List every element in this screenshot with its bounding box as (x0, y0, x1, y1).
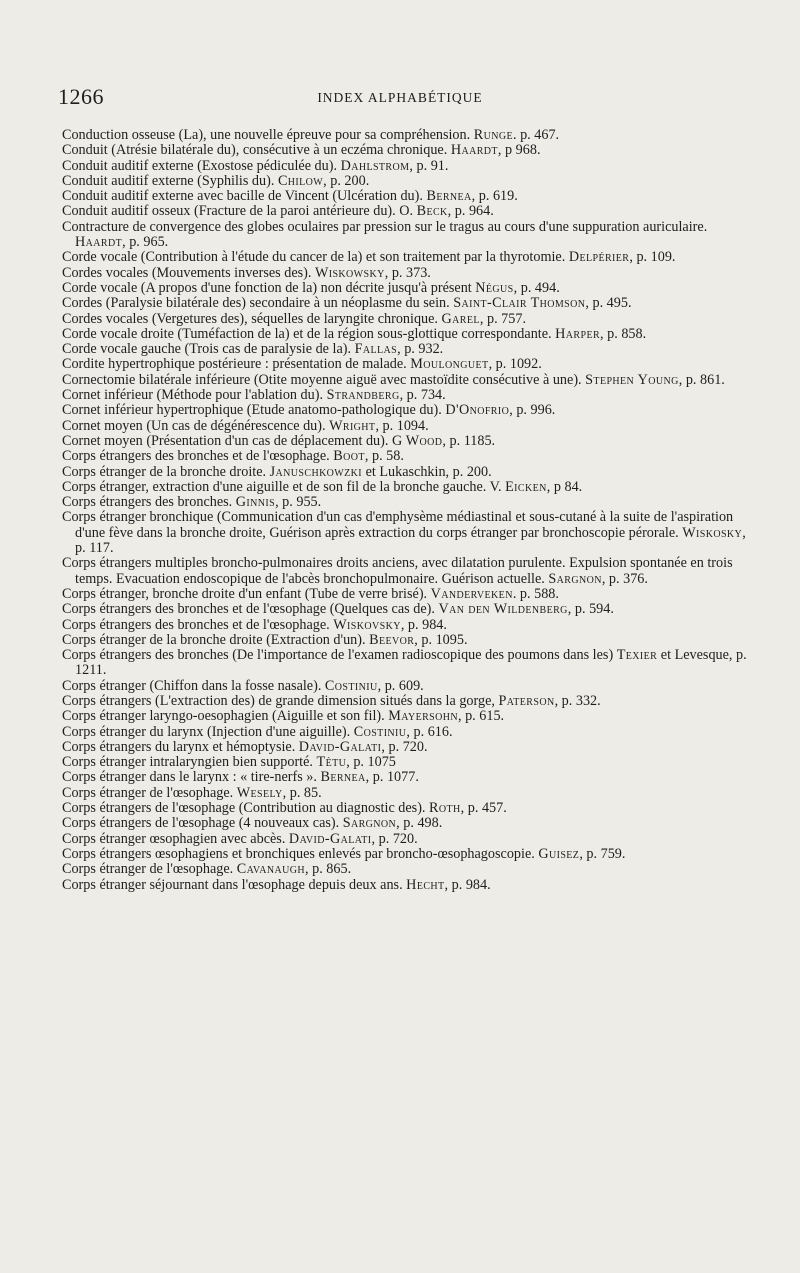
index-entries (62, 128, 748, 893)
entry-subject: Cornectomie bilatérale inférieure (Otite moyenne aiguë avec mastoïdite consécutive à une). (62, 371, 586, 388)
entry-reference: , p. 615. (457, 708, 505, 725)
entry-author: Sargnon (548, 570, 602, 587)
entry-author: Haardt (450, 142, 498, 159)
entry-subject: Corps étrangers des bronches et de l'œsophage. (62, 448, 334, 465)
index-entry (62, 357, 748, 372)
entry-reference: , p. 759. (579, 845, 626, 862)
entry-author: Tètu (316, 754, 347, 771)
entry-subject: Cordes (Paralysie bilatérale des) secondaire à un néoplasme du sein. (62, 295, 454, 312)
entry-reference: et Lukaschkin, p. 200. (362, 463, 492, 480)
index-entry (62, 189, 748, 204)
entry-author: Januschkowzki (269, 463, 363, 480)
index-entry (62, 465, 748, 480)
index-entry (62, 510, 748, 556)
index-entry (62, 312, 748, 327)
entry-reference: . p. 588. (512, 585, 559, 602)
index-entry (62, 250, 748, 265)
entry-author: Garel (441, 310, 480, 327)
index-entry (62, 449, 748, 464)
index-entry (62, 159, 748, 174)
entry-author: Sargnon (342, 815, 397, 832)
index-entry (62, 816, 748, 831)
entry-subject: Corps étranger séjournant dans l'œsophage depuis deux ans. (62, 876, 407, 893)
entry-author: Dahlstrom (340, 157, 410, 174)
index-entry (62, 740, 748, 755)
entry-subject: Corps étrangers du larynx et hémoptysie. (62, 738, 299, 755)
entry-subject: Cordes vocales (Vergetures des), séquelles de laryngite chronique. (62, 310, 442, 327)
entry-subject: Conduit (Atrésie bilatérale du), consécutive à un eczéma chronique. (62, 142, 451, 159)
entry-author: Eicken (505, 478, 547, 495)
index-entry (62, 648, 748, 679)
index-entry (62, 832, 748, 847)
index-entry (62, 602, 748, 617)
entry-author: Beck (416, 203, 448, 220)
entry-reference: , p. 964. (447, 203, 494, 220)
entry-reference: , p. 955. (275, 494, 322, 511)
entry-subject: Corps étranger (Chiffon dans la fosse nasale). (62, 677, 325, 694)
entry-author: David-Galati (298, 738, 382, 755)
entry-subject: Corps étranger de l'œsophage. (62, 784, 237, 801)
entry-author: Moulonguet (410, 356, 489, 373)
entry-subject: Conduit auditif externe (Exostose pédiculée du). (62, 157, 341, 174)
entry-author: Chilow (277, 172, 324, 189)
entry-reference: , p. 109. (629, 249, 676, 266)
running-head: INDEX ALPHABÉTIQUE (317, 90, 483, 105)
entry-subject: Cornet inférieur (Méthode pour l'ablation du). (62, 387, 327, 404)
index-entry (62, 296, 748, 311)
entry-subject: Corps étranger œsophagien avec abcès. (62, 830, 289, 847)
entry-author: Beevor (369, 631, 415, 648)
index-entry (62, 587, 748, 602)
entry-author: Wesely (236, 784, 283, 801)
entry-reference: , p. 1095. (414, 631, 468, 648)
index-entry (62, 388, 748, 403)
entry-reference: . p. 467. (512, 127, 560, 143)
entry-reference: , p. 1075 (346, 754, 396, 771)
entry-author: Harper (555, 325, 601, 342)
entry-reference: , p. 91. (409, 157, 449, 174)
entry-author: Costiniu (353, 723, 407, 740)
entry-author: Cavanaugh (236, 861, 305, 878)
entry-author: Paterson (498, 692, 555, 709)
entry-reference: , p. 619. (471, 188, 518, 205)
entry-author: Guisez (538, 845, 580, 862)
entry-subject: Corps étrangers des bronches et de l'œsophage. (62, 616, 334, 633)
entry-reference: , p. 984. (400, 616, 447, 633)
entry-subject: Corps étranger de la bronche droite. (62, 463, 270, 480)
entry-author: Costiniu (324, 677, 378, 694)
index-entry (62, 143, 748, 158)
index-entry (62, 679, 748, 694)
entry-reference: , p 84. (546, 478, 583, 495)
entry-author: Négus (475, 279, 514, 296)
entry-author: Wiskovsky (333, 616, 401, 633)
entry-subject: Corps étrangers des bronches et de l'œsophage (Quelques cas de). (62, 601, 439, 618)
entry-reference: , p. 757. (479, 310, 526, 327)
entry-author: Van den Wildenberg (438, 601, 568, 618)
entry-reference: , p. 734. (399, 387, 446, 404)
entry-reference: , p. 594. (567, 601, 614, 618)
index-entry (62, 419, 748, 434)
entry-subject: Corps étrangers des bronches. (62, 494, 236, 511)
entry-subject: Corde vocale gauche (Trois cas de paralysie de la). (62, 341, 355, 358)
entry-author: Roth (429, 800, 461, 817)
entry-author: Texier (616, 647, 658, 664)
entry-reference: , p. 858. (600, 325, 647, 342)
entry-author: Wiskosky (682, 524, 743, 541)
entry-subject: Corde vocale droite (Tuméfaction de la) et de la région sous-glottique correspondante. (62, 325, 556, 342)
entry-reference: , p. 457. (460, 800, 507, 817)
entry-subject: Corps étranger bronchique (Communication d'un cas d'emphysème médiastinal et sous-cutané à la suite de l'aspiration d'une fève dans la bronche droite, Guérison après extraction du corps étranger par bronchoscopie pérorale. (62, 509, 734, 541)
entry-subject: Corps étranger intralaryngien bien supporté. (62, 754, 317, 771)
entry-reference: , p. 720. (371, 830, 418, 847)
entry-reference: , p. 85. (282, 784, 322, 801)
index-entry (62, 755, 748, 770)
entry-subject: Corps étrangers de l'œsophage (4 nouveaux cas). (62, 815, 343, 832)
entry-reference: , p. 494. (513, 279, 560, 296)
entry-subject: Corps étranger du larynx (Injection d'une aiguille). (62, 723, 354, 740)
index-entry (62, 327, 748, 342)
index-entry (62, 220, 748, 251)
entry-subject: Cordite hypertrophique postérieure : présentation de malade. (62, 356, 411, 373)
entry-subject: Cordes vocales (Mouvements inverses des). (62, 264, 315, 281)
entry-reference: , p. 1077. (365, 769, 419, 786)
entry-subject: Corde vocale (Contribution à l'étude du cancer de la) et son traitement par la thyrotomie. (62, 249, 569, 266)
entry-subject: Cornet moyen (Un cas de dégénérescence du). (62, 417, 330, 434)
entry-author: Saint-Clair Thomson (453, 295, 586, 312)
entry-subject: Corps étranger de l'œsophage. (62, 861, 237, 878)
entry-reference: , p. 720. (381, 738, 428, 755)
entry-subject: Corps étranger, bronche droite d'un enfant (Tube de verre brisé). (62, 585, 431, 602)
entry-reference: , p. 1185. (442, 432, 496, 449)
index-entry (62, 694, 748, 709)
entry-reference: , p. 996. (509, 402, 556, 419)
index-entry (62, 709, 748, 724)
entry-reference: , p. 58. (364, 448, 404, 465)
index-entry (62, 725, 748, 740)
entry-reference: , p. 861. (678, 371, 725, 388)
entry-subject: Corps étrangers (L'extraction des) de grande dimension situés dans la gorge, (62, 692, 499, 709)
entry-author: Stephen Young (585, 371, 679, 388)
entry-author: Wiskowsky (314, 264, 385, 281)
entry-reference: , p. 1092. (488, 356, 542, 373)
entry-subject: Corde vocale (A propos d'une fonction de la) non décrite jusqu'à présent (62, 279, 476, 296)
entry-subject: Conduit auditif externe (Syphilis du). (62, 172, 278, 189)
index-entry (62, 770, 748, 785)
entry-subject: Conduction osseuse (La), une nouvelle épreuve pour sa compréhension. (62, 127, 474, 143)
entry-reference: , p 968. (497, 142, 541, 159)
index-entry (62, 342, 748, 357)
index-entry (62, 801, 748, 816)
entry-author: Strandberg (326, 387, 400, 404)
entry-subject: Corps étranger, extraction d'une aiguille et de son fil de la bronche gauche. V. (62, 478, 506, 495)
entry-subject: Corps étranger laryngo-oesophagien (Aiguille et son fil). (62, 708, 389, 725)
entry-author: Bernea (320, 769, 366, 786)
entry-author: Haardt (75, 234, 123, 251)
entry-author: Wright (329, 417, 376, 434)
index-entry (62, 480, 748, 495)
entry-author: David-Galati (288, 830, 372, 847)
index-entry (62, 174, 748, 189)
index-entry (62, 633, 748, 648)
entry-subject: Cornet moyen (Présentation d'un cas de déplacement du). G (62, 432, 406, 449)
entry-reference: , p. 965. (122, 234, 169, 251)
entry-reference: , p. 200. (323, 172, 370, 189)
entry-reference: , p. 1094. (375, 417, 429, 434)
entry-reference: , p. 609. (377, 677, 424, 694)
index-entry (62, 556, 748, 587)
entry-reference: , p. 498. (396, 815, 443, 832)
entry-reference: , p. 984. (444, 876, 491, 893)
index-entry (62, 618, 748, 633)
index-entry (62, 495, 748, 510)
index-entry (62, 786, 748, 801)
entry-subject: Corps étranger de la bronche droite (Extraction d'un). (62, 631, 370, 648)
entry-author: Vanderveken (430, 585, 513, 602)
index-entry (62, 281, 748, 296)
index-entry (62, 373, 748, 388)
entry-subject: Corps étrangers de l'œsophage (Contribution au diagnostic des). (62, 800, 430, 817)
entry-reference: et Levesque, p. 1211. (75, 647, 747, 679)
index-entry (62, 878, 748, 893)
entry-subject: Corps étrangers œsophagiens et bronchiques enlevés par broncho-œsophagoscopie. (62, 845, 539, 862)
entry-subject: Contracture de convergence des globes oculaires par pression sur le tragus au cours d'une suppuration auriculaire. (62, 218, 708, 235)
entry-reference: , p. 865. (305, 861, 352, 878)
entry-reference: , p. 332. (554, 692, 601, 709)
entry-reference: , p. 495. (585, 295, 632, 312)
index-entry (62, 204, 748, 219)
entry-author: Runge (473, 127, 513, 143)
entry-author: Hecht (406, 876, 445, 893)
index-entry (62, 403, 748, 418)
entry-reference: , p. 616. (406, 723, 453, 740)
entry-subject: Corps étrangers multiples broncho-pulmonaires droits anciens, avec dilatation purulente. Expulsion spontanée en trois temps. Evacuation endoscopique de l'abcès bronchopulmonaire. Guérison actuelle. (62, 555, 733, 587)
index-entry (62, 434, 748, 449)
entry-author: Wood (405, 432, 443, 449)
index-entry (62, 266, 748, 281)
entry-author: D'Onofrio (445, 402, 510, 419)
entry-subject: Corps étrangers des bronches (De l'importance de l'examen radioscopique des poumons dans les) (62, 647, 617, 664)
entry-author: Boot (333, 448, 365, 465)
entry-subject: Conduit auditif externe avec bacille de Vincent (Ulcération du). (62, 188, 427, 205)
entry-author: Delpérier (568, 249, 630, 266)
index-entry (62, 128, 748, 143)
index-entry (62, 862, 748, 877)
entry-author: Ginnis (235, 494, 276, 511)
entry-reference: , p. 376. (601, 570, 648, 587)
entry-reference: , p. 932. (397, 341, 444, 358)
entry-author: Mayersohn (388, 708, 458, 725)
entry-subject: Corps étranger dans le larynx : « tire-nerfs ». (62, 769, 321, 786)
entry-subject: Conduit auditif osseux (Fracture de la paroi antérieure du). O. (62, 203, 417, 220)
entry-reference: , p. 117. (75, 524, 746, 557)
entry-author: Bernea (426, 188, 472, 205)
entry-reference: , p. 373. (384, 264, 431, 281)
page-number: 1266 (58, 84, 104, 109)
entry-author: Fallas (354, 341, 398, 358)
index-entry (62, 847, 748, 862)
entry-subject: Cornet inférieur hypertrophique (Etude anatomo-pathologique du). (62, 402, 446, 419)
